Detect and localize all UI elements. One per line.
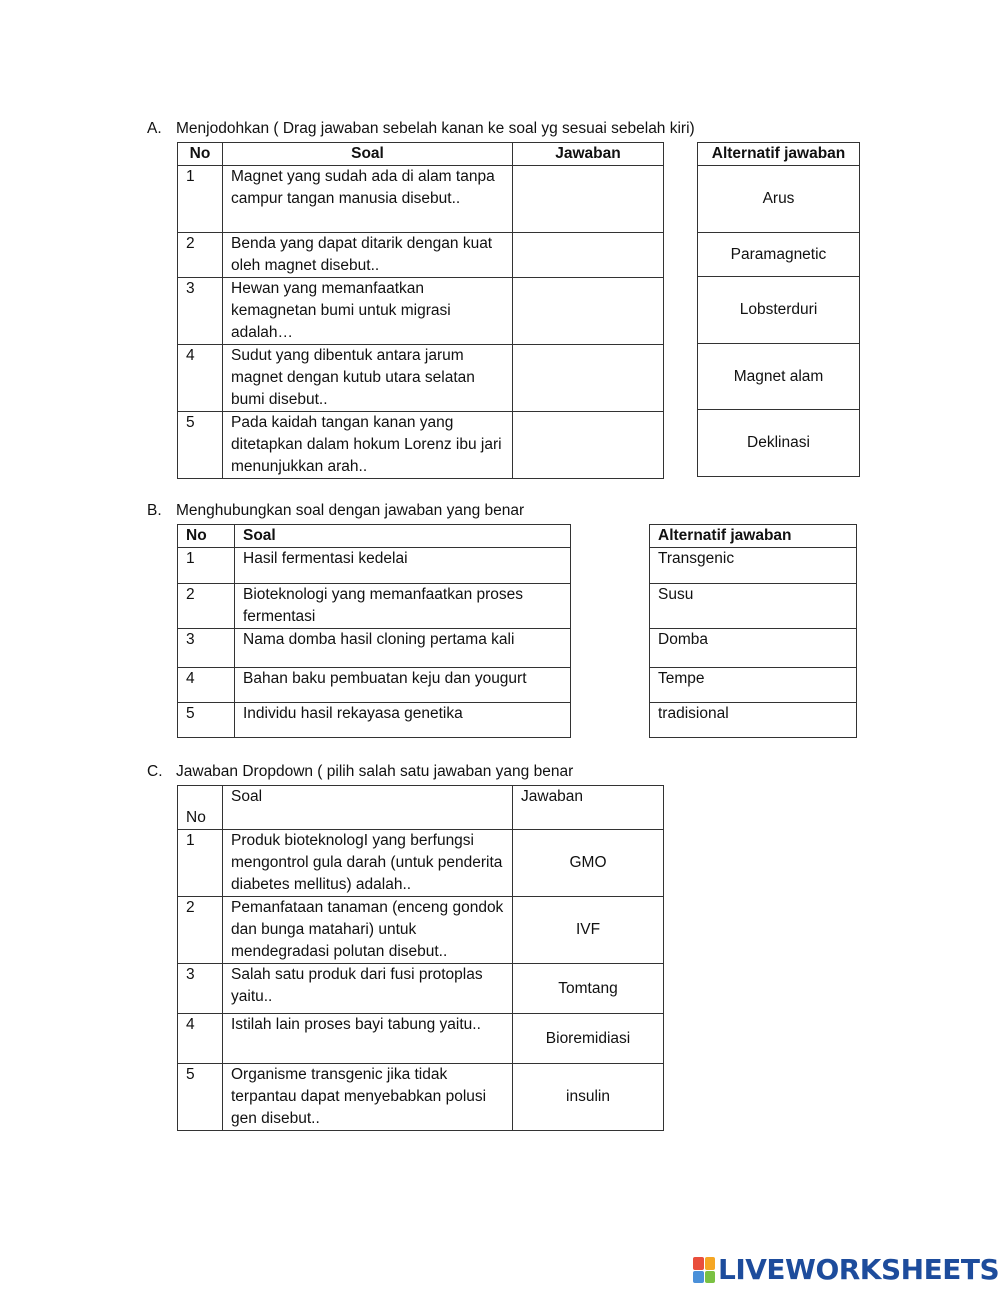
row-question: Produk bioteknologI yang berfungsi mengontrol gula darah (untuk penderita diabetes mellitus) adalah.. bbox=[223, 830, 513, 897]
row-question: Benda yang dapat ditarik dengan kuat oleh magnet disebut.. bbox=[223, 233, 513, 278]
table-row bbox=[178, 1014, 664, 1064]
answer-drop-slot[interactable] bbox=[513, 166, 664, 233]
row-question-match-point[interactable]: Bioteknologi yang memanfaatkan proses fermentasi bbox=[235, 584, 571, 629]
table-row bbox=[178, 830, 664, 897]
table-row bbox=[178, 166, 664, 233]
table-row bbox=[178, 278, 664, 345]
table-header-row bbox=[178, 143, 664, 166]
row-no: 3 bbox=[178, 629, 235, 668]
row-question-match-point[interactable]: Nama domba hasil cloning pertama kali bbox=[235, 629, 571, 668]
table-row bbox=[178, 964, 664, 1014]
section-b-alternatives-table bbox=[649, 524, 857, 738]
table-row bbox=[178, 1064, 664, 1131]
answer-dropdown[interactable]: IVF bbox=[513, 897, 664, 964]
answer-drop-slot[interactable] bbox=[513, 412, 664, 479]
section-c-title: Jawaban Dropdown ( pilih salah satu jawaban yang benar bbox=[176, 763, 574, 780]
row-question-match-point[interactable]: Individu hasil rekayasa genetika bbox=[235, 703, 571, 738]
section-a-heading bbox=[147, 118, 695, 140]
header-no: No bbox=[178, 786, 223, 830]
draggable-answer[interactable]: Paramagnetic bbox=[698, 233, 860, 277]
draggable-answer[interactable]: Magnet alam bbox=[698, 344, 860, 410]
header-no: No bbox=[178, 525, 235, 548]
answer-drop-slot[interactable] bbox=[513, 278, 664, 345]
draggable-answer[interactable]: Deklinasi bbox=[698, 410, 860, 477]
section-c-letter: C. bbox=[147, 763, 163, 780]
table-row bbox=[178, 629, 571, 668]
answer-dropdown[interactable]: Tomtang bbox=[513, 964, 664, 1014]
row-question: Organisme transgenic jika tidak terpantau dapat menyebabkan polusi gen disebut.. bbox=[223, 1064, 513, 1131]
match-answer[interactable]: Tempe bbox=[650, 668, 857, 703]
row-question: Salah satu produk dari fusi protoplas yaitu.. bbox=[223, 964, 513, 1014]
match-answer[interactable]: tradisional bbox=[650, 703, 857, 738]
row-no: 5 bbox=[178, 1064, 223, 1131]
draggable-answer[interactable]: Arus bbox=[698, 166, 860, 233]
row-question: Sudut yang dibentuk antara jarum magnet dengan kutub utara selatan bumi disebut.. bbox=[223, 345, 513, 412]
section-a-alternatives-table bbox=[697, 142, 860, 477]
match-answer[interactable]: Domba bbox=[650, 629, 857, 668]
table-row bbox=[178, 412, 664, 479]
section-c-heading bbox=[147, 761, 573, 783]
draggable-answer[interactable]: Lobsterduri bbox=[698, 277, 860, 344]
row-no: 4 bbox=[178, 1014, 223, 1064]
row-no: 4 bbox=[178, 345, 223, 412]
match-answer[interactable]: Susu bbox=[650, 584, 857, 629]
table-row bbox=[178, 584, 571, 629]
row-no: 4 bbox=[178, 668, 235, 703]
section-b-title: Menghubungkan soal dengan jawaban yang benar bbox=[176, 502, 525, 519]
row-no: 5 bbox=[178, 412, 223, 479]
table-row bbox=[178, 668, 571, 703]
row-no: 3 bbox=[178, 964, 223, 1014]
row-no: 1 bbox=[178, 830, 223, 897]
table-row bbox=[178, 897, 664, 964]
row-no: 2 bbox=[178, 233, 223, 278]
header-soal: Soal bbox=[223, 143, 513, 166]
row-no: 1 bbox=[178, 166, 223, 233]
header-soal: Soal bbox=[223, 786, 513, 830]
table-row bbox=[178, 703, 571, 738]
row-no: 5 bbox=[178, 703, 235, 738]
table-row bbox=[178, 548, 571, 584]
liveworksheets-logo bbox=[693, 1253, 999, 1287]
answer-dropdown[interactable]: insulin bbox=[513, 1064, 664, 1131]
row-no: 2 bbox=[178, 897, 223, 964]
row-question: Hewan yang memanfaatkan kemagnetan bumi untuk migrasi adalah… bbox=[223, 278, 513, 345]
header-soal: Soal bbox=[235, 525, 571, 548]
row-no: 3 bbox=[178, 278, 223, 345]
section-c-dropdown-table bbox=[177, 785, 664, 1131]
header-alternatif: Alternatif jawaban bbox=[650, 525, 857, 548]
header-alternatif: Alternatif jawaban bbox=[698, 143, 860, 166]
section-a-question-table bbox=[177, 142, 664, 479]
row-no: 1 bbox=[178, 548, 235, 584]
answer-dropdown[interactable]: GMO bbox=[513, 830, 664, 897]
row-question: Magnet yang sudah ada di alam tanpa campur tangan manusia disebut.. bbox=[223, 166, 513, 233]
section-b-question-table bbox=[177, 524, 571, 738]
row-no: 2 bbox=[178, 584, 235, 629]
row-question: Pada kaidah tangan kanan yang ditetapkan dalam hokum Lorenz ibu jari menunjukkan arah.. bbox=[223, 412, 513, 479]
answer-dropdown[interactable]: Bioremidiasi bbox=[513, 1014, 664, 1064]
table-row bbox=[178, 233, 664, 278]
row-question-match-point[interactable]: Bahan baku pembuatan keju dan yougurt bbox=[235, 668, 571, 703]
answer-drop-slot[interactable] bbox=[513, 345, 664, 412]
row-question: Istilah lain proses bayi tabung yaitu.. bbox=[223, 1014, 513, 1064]
section-b-letter: B. bbox=[147, 502, 162, 519]
match-answer[interactable]: Transgenic bbox=[650, 548, 857, 584]
header-no: No bbox=[178, 143, 223, 166]
header-jawaban: Jawaban bbox=[513, 143, 664, 166]
logo-text: LIVEWORKSHEETS bbox=[718, 1253, 1000, 1286]
table-row bbox=[178, 345, 664, 412]
section-a-letter: A. bbox=[147, 120, 162, 137]
liveworksheets-mark-icon bbox=[693, 1257, 715, 1283]
answer-drop-slot[interactable] bbox=[513, 233, 664, 278]
row-question-match-point[interactable]: Hasil fermentasi kedelai bbox=[235, 548, 571, 584]
header-jawaban: Jawaban bbox=[513, 786, 664, 830]
section-b-heading bbox=[147, 500, 524, 522]
section-a-title: Menjodohkan ( Drag jawaban sebelah kanan ke soal yg sesuai sebelah kiri) bbox=[176, 120, 695, 137]
row-question: Pemanfataan tanaman (enceng gondok dan bunga matahari) untuk mendegradasi polutan disebut.. bbox=[223, 897, 513, 964]
